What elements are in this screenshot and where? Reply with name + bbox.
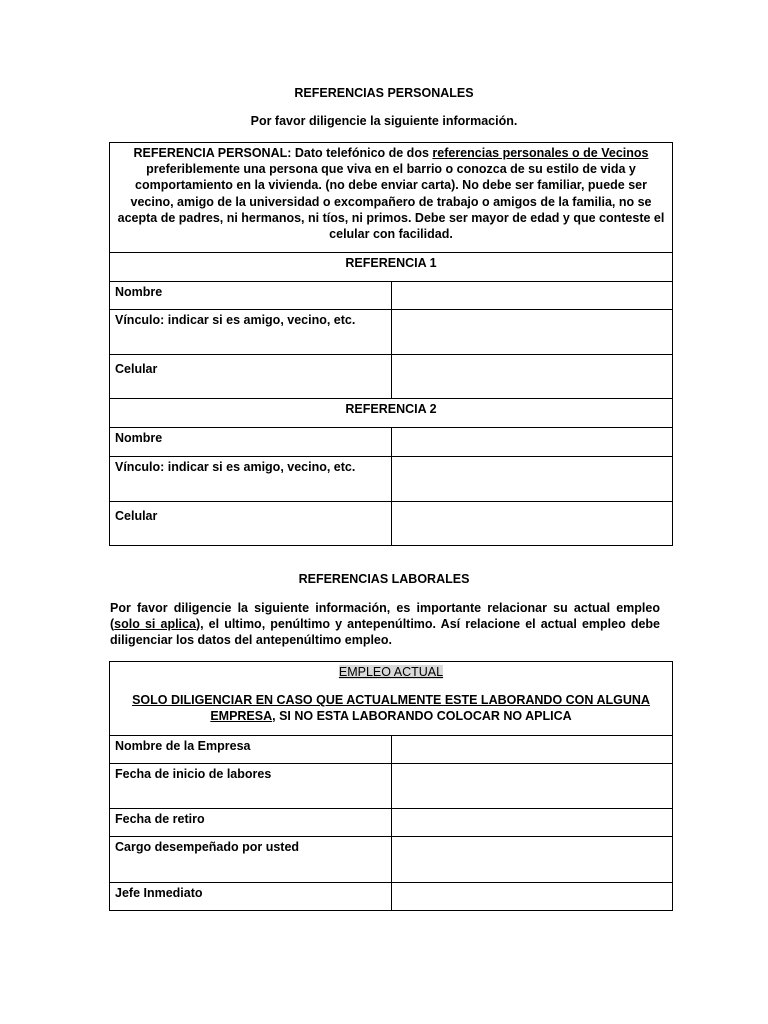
personal-references-instruction: Por favor diligencie la siguiente información. [250, 114, 518, 128]
start-date-field[interactable] [391, 764, 673, 809]
reference-1-heading: REFERENCIA 1 [110, 253, 673, 282]
labor-instruction-underlined: solo si aplica [114, 617, 196, 632]
ref2-relationship-label: Vínculo: indicar si es amigo, vecino, etc. [110, 457, 392, 502]
labor-references-title: REFERENCIAS LABORALES [298, 572, 470, 586]
personal-references-title: REFERENCIAS PERSONALES [294, 86, 474, 100]
position-field[interactable] [391, 837, 673, 883]
current-employment-heading: EMPLEO ACTUAL [338, 665, 444, 679]
supervisor-label: Jefe Inmediato [110, 883, 392, 911]
intro-underlined-text: referencias personales o de Vecinos [432, 146, 649, 160]
ref1-name-field[interactable] [391, 282, 673, 310]
personal-reference-intro [110, 143, 673, 253]
current-employment-header [110, 662, 673, 736]
ref1-relationship-field[interactable] [391, 310, 673, 355]
end-date-field[interactable] [391, 809, 673, 837]
intro-lead-text: REFERENCIA PERSONAL: Dato telefónico de dos [133, 146, 433, 160]
ref2-phone-field[interactable] [391, 502, 673, 546]
labor-instruction-rest: ), el ultimo, penúltimo y antepenúltimo. Así relacione el actual empleo debe diligenciar los datos del antepenúltimo empleo. [110, 617, 660, 648]
labor-references-instruction [110, 600, 660, 649]
ref1-name-label: Nombre [110, 282, 392, 310]
labor-instruction-lead: Por favor diligencie la siguiente información, es importante relacionar su actual empleo ( [110, 601, 660, 632]
ref2-phone-label: Celular [110, 502, 392, 546]
start-date-label: Fecha de inicio de labores [110, 764, 392, 809]
ref1-phone-field[interactable] [391, 355, 673, 399]
ref2-relationship-field[interactable] [391, 457, 673, 502]
intro-rest-text: preferiblemente una persona que viva en el barrio o conozca de su estilo de vida y comportamiento en la vivienda. (no debe enviar carta). No debe ser familiar, puede ser vecino, amigo de la universidad o excompañero de trabajo o amigos de la familia, no se acepta de padres, ni hermanos, ni tíos, ni primos. Debe ser mayor de edad y que conteste el celular con facilidad. [117, 162, 665, 242]
ref1-relationship-label: Vínculo: indicar si es amigo, vecino, etc. [110, 310, 392, 355]
end-date-label: Fecha de retiro [110, 809, 392, 837]
current-employment-note [115, 692, 667, 724]
company-name-field[interactable] [391, 736, 673, 764]
current-employment-note-rest: , SI NO ESTA LABORANDO COLOCAR NO APLICA [272, 709, 572, 724]
current-employment-table [109, 661, 673, 911]
ref1-phone-label: Celular [110, 355, 392, 399]
personal-references-table [109, 142, 673, 546]
position-label: Cargo desempeñado por usted [110, 837, 392, 883]
company-name-label: Nombre de la Empresa [110, 736, 392, 764]
reference-2-heading: REFERENCIA 2 [110, 399, 673, 428]
ref2-name-label: Nombre [110, 428, 392, 457]
current-employment-note-underlined: SOLO DILIGENCIAR EN CASO QUE ACTUALMENTE ESTE LABORANDO CON ALGUNA EMPRESA [132, 693, 650, 724]
supervisor-field[interactable] [391, 883, 673, 911]
ref2-name-field[interactable] [391, 428, 673, 457]
